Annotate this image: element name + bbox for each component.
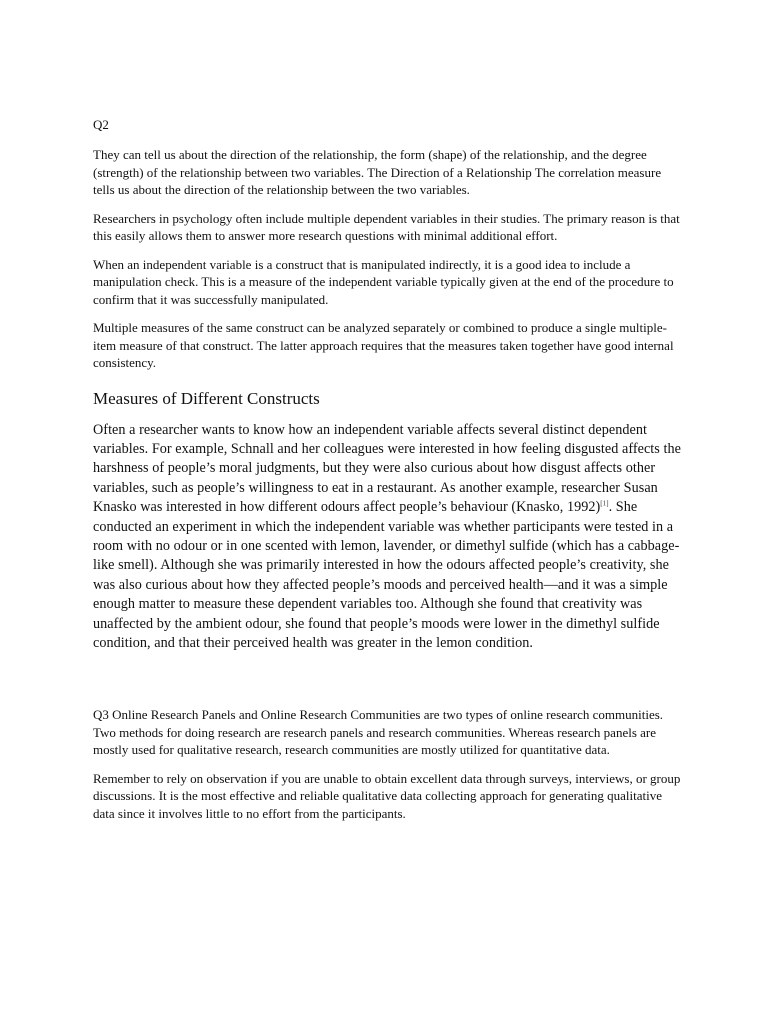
citation-reference-link[interactable]: [1] (600, 499, 609, 508)
section-heading: Measures of Different Constructs (93, 388, 320, 408)
section-body-part-1: Often a researcher wants to know how an independent variable affects several distinct dependent variables. For example, Schnall and her colleagues were interested in how feeling disgusted affects the harshness of people’s moral judgments, but they were also curious about how disgust affects other variables, such as people’s willingness to eat in a restaurant. As another example, researcher Susan Knasko was interested in how different odours affect people’s behaviour (Knasko, 1992) (93, 421, 681, 516)
section-body-part-2: . She conducted an experiment in which the independent variable was whether participants were tested in a room with no odour or in one scented with lemon, lavender, or dimethyl sulfide (which has a cabbage-like smell). Although she was primarily interested in how the odours affected people’s creativity, she was also curious about how they affected people’s moods and perceived health—and it was a simple enough matter to measure these dependent variables too. Although she found that creativity was unaffected by the ambient odour, she found that people’s moods were lower in the dimethyl sulfide condition, and that their perceived health was greater in the lemon condition. (93, 499, 680, 651)
q2-paragraph-4: Multiple measures of the same construct can be analyzed separately or combined to produce a single multiple-item measure of that construct. The latter approach requires that the measures taken together have good internal consistency. (93, 320, 674, 370)
q3-paragraph-2: Remember to rely on observation if you are unable to obtain excellent data through surveys, interviews, or group discussions. It is the most effective and reliable qualitative data collecting approach for generating qualitative data since it involves little to no effort from the participants. (93, 770, 681, 821)
section-body (93, 421, 683, 654)
question-label-q2: Q2 (93, 117, 109, 132)
spacer (93, 653, 683, 706)
document-page (93, 116, 683, 833)
q2-paragraph-2: Researchers in psychology often include multiple dependent variables in their studies. The primary reason is that this easily allows them to answer more research questions with minimal additional effort. (93, 210, 680, 243)
q3-paragraph-1: Q3 Online Research Panels and Online Research Communities are two types of online research communities. Two methods for doing research are research panels and research communities. Whereas research panels are mostly used for qualitative research, research communities are mostly utilized for quantitative data. (93, 707, 664, 758)
q2-paragraph-3: When an independent variable is a construct that is manipulated indirectly, it is a good idea to include a manipulation check. This is a measure of the independent variable typically given at the end of the procedure to confirm that it was successfully manipulated. (93, 256, 674, 307)
q2-paragraph-1: They can tell us about the direction of the relationship, the form (shape) of the relationship, and the degree (strength) of the relationship between two variables. The Direction of a Relationship The correlation measure tells us about the direction of the relationship between the two variables. (93, 147, 662, 197)
